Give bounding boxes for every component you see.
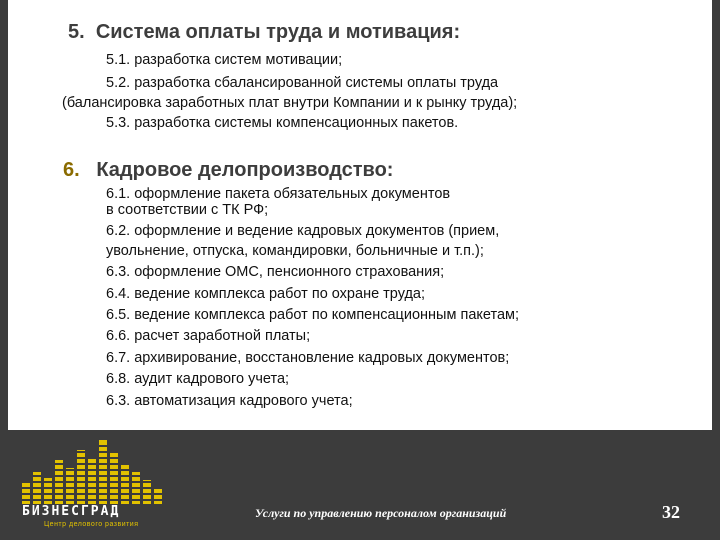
list-item: (балансировка заработных плат внутри Компании и к рынку труда); [62,95,518,111]
slide-content [8,0,712,430]
list-item: 6.5. ведение комплекса работ по компенсационным пакетам; [106,307,520,323]
list-item: в соответствии с ТК РФ; [106,202,269,218]
section-6-number: 6. [63,159,80,181]
list-item: 5.2. разработка сбалансированной системы оплаты труда [106,75,499,91]
section-6-heading [63,158,393,182]
logo-tagline: Центр делового развития [44,521,139,528]
list-item: 6.6. расчет заработной платы; [106,328,311,344]
footer [0,430,720,540]
footer-caption: Услуги по управлению персоналом организаций [255,506,507,520]
list-item: 6.2. оформление и ведение кадровых документов (прием, [106,223,500,239]
section-5-number: 5. [68,21,85,43]
list-item: 6.7. архивирование, восстановление кадровых документов; [106,350,510,366]
list-item: 6.3. оформление ОМС, пенсионного страхования; [106,264,445,280]
list-item: 6.3. автоматизация кадрового учета; [106,393,353,409]
list-item: 6.4. ведение комплекса работ по охране труда; [106,286,426,302]
logo-wordmark: БИЗНЕСГРАД [22,504,121,519]
list-item: 5.1. разработка систем мотивации; [106,52,343,68]
section-6-title: Кадровое делопроизводство: [96,159,394,181]
list-item: 5.3. разработка системы компенсационных пакетов. [106,115,459,131]
logo-equalizer-icon [22,438,182,504]
list-item: 6.8. аудит кадрового учета; [106,371,290,387]
page-number: 32 [662,502,680,522]
section-5-title: Система оплаты труда и мотивация: [95,21,461,43]
list-item: увольнение, отпуска, командировки, больничные и т.п.); [106,243,484,259]
section-5-heading [68,20,460,44]
list-item: 6.1. оформление пакета обязательных документов [106,186,451,202]
